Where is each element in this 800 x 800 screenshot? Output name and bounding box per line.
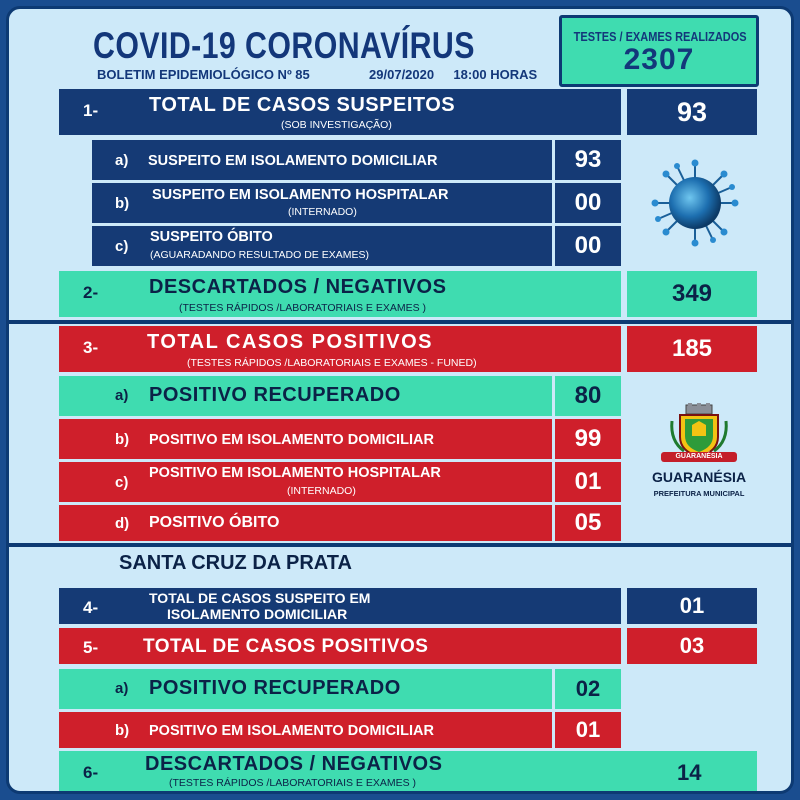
- suspect-hospital-value: 00: [555, 183, 621, 223]
- district-positives-value: 03: [627, 628, 757, 664]
- row-number: 4-: [83, 598, 99, 617]
- positive-recovered-row: [59, 376, 552, 416]
- district-recovered-label: POSITIVO RECUPERADO: [149, 677, 401, 699]
- row-index: c): [115, 474, 129, 491]
- row-index: a): [115, 680, 129, 697]
- positives-total-row: [59, 326, 621, 372]
- page-title: COVID-19 CORONAVÍRUS: [93, 25, 475, 66]
- positive-recovered-label: POSITIVO RECUPERADO: [149, 384, 401, 406]
- district-home-row: [59, 712, 552, 748]
- positive-hospital-value: 01: [555, 462, 621, 502]
- district-discarded-value: 14: [677, 760, 702, 785]
- row-number: 5-: [83, 638, 99, 657]
- bulletin-time: 18:00 HORAS: [453, 67, 538, 82]
- district-suspects-row: [59, 588, 621, 624]
- positives-total-sub: (TESTES RÁPIDOS /LABORATORIAIS E EXAMES - FUNED): [187, 357, 477, 369]
- positive-home-label: POSITIVO EM ISOLAMENTO DOMICILIAR: [149, 432, 434, 448]
- positives-total-value: 185: [627, 326, 757, 372]
- suspects-total-row: [59, 89, 621, 135]
- suspects-total-label: TOTAL DE CASOS SUSPEITOS: [149, 94, 456, 116]
- suspects-total-sub: (SOB INVESTIGAÇÃO): [281, 119, 392, 131]
- district-suspects-value: 01: [627, 588, 757, 624]
- suspect-home-value: 93: [555, 140, 621, 180]
- positive-death-value: 05: [555, 505, 621, 541]
- tests-label: TESTES / EXAMES REALIZADOS: [573, 30, 747, 44]
- row-number: 3-: [83, 338, 99, 357]
- positives-total-label: TOTAL CASOS POSITIVOS: [147, 331, 433, 353]
- bulletin-date: 29/07/2020: [369, 67, 435, 82]
- logo-name: GUARANÉSIA: [651, 469, 747, 485]
- row-index: b): [115, 195, 130, 212]
- bulletin-number: BOLETIM EPIDEMIOLÓGICO Nº 85: [97, 67, 310, 82]
- logo-caption: PREFEITURA MUNICIPAL: [653, 489, 745, 498]
- district-discarded-row: [59, 751, 757, 791]
- positive-hospital-label: POSITIVO EM ISOLAMENTO HOSPITALAR: [149, 465, 441, 481]
- district-home-label: POSITIVO EM ISOLAMENTO DOMICILIAR: [149, 723, 434, 739]
- discarded-sub: (TESTES RÁPIDOS /LABORATORIAIS E EXAMES ): [179, 302, 427, 314]
- row-number: 6-: [83, 763, 99, 782]
- discarded-value: 349: [627, 271, 757, 317]
- positive-hospital-sub: (INTERNADO): [287, 485, 356, 497]
- row-number: 1-: [83, 101, 99, 120]
- bulletin-panel: [6, 6, 794, 794]
- row-index: a): [115, 387, 129, 404]
- row-index: c): [115, 238, 129, 255]
- positive-death-row: [59, 505, 552, 541]
- suspect-home-row: [92, 140, 552, 180]
- district-discarded-label: DESCARTADOS / NEGATIVOS: [145, 753, 443, 775]
- section-divider: [9, 320, 791, 324]
- bulletin-subtitle: [97, 67, 537, 82]
- discarded-row: [59, 271, 621, 317]
- positive-death-label: POSITIVO ÓBITO: [149, 514, 280, 531]
- district-recovered-value: 02: [555, 669, 621, 709]
- tests-value: 2307: [623, 43, 695, 76]
- suspect-death-row: [92, 226, 552, 266]
- district-home-value: 01: [555, 712, 621, 748]
- municipality-logo: [639, 403, 759, 515]
- district-discarded-sub: (TESTES RÁPIDOS /LABORATORIAIS E EXAMES ): [169, 777, 417, 789]
- positive-recovered-value: 80: [555, 376, 621, 416]
- suspect-death-sub: (AGUARADANDO RESULTADO DE EXAMES): [150, 249, 369, 261]
- row-index: b): [115, 431, 130, 448]
- district-recovered-row: [59, 669, 552, 709]
- row-number: 2-: [83, 283, 99, 302]
- tests-box: [559, 15, 759, 87]
- district-suspects-label-1: TOTAL DE CASOS SUSPEITO EM: [149, 590, 371, 606]
- row-index: a): [115, 152, 129, 169]
- suspect-death-value: 00: [555, 226, 621, 266]
- virus-icon: [649, 157, 741, 249]
- row-index: d): [115, 515, 130, 532]
- suspect-home-label: SUSPEITO EM ISOLAMENTO DOMICILIAR: [148, 153, 438, 169]
- logo-banner: GUARANÉSIA: [675, 453, 723, 460]
- row-index: b): [115, 722, 130, 739]
- district-suspects-label-2: ISOLAMENTO DOMICILIAR: [167, 606, 348, 622]
- positive-home-value: 99: [555, 419, 621, 459]
- discarded-label: DESCARTADOS / NEGATIVOS: [149, 276, 447, 298]
- district-positives-label: TOTAL DE CASOS POSITIVOS: [143, 636, 429, 657]
- suspect-hospital-label: SUSPEITO EM ISOLAMENTO HOSPITALAR: [152, 187, 449, 203]
- suspect-hospital-row: [92, 183, 552, 223]
- positive-hospital-row: [59, 462, 552, 502]
- suspect-hospital-sub: (INTERNADO): [288, 206, 357, 218]
- section-divider: [9, 543, 791, 547]
- district-title: SANTA CRUZ DA PRATA: [119, 552, 352, 574]
- suspects-total-value: 93: [627, 89, 757, 135]
- suspect-death-label: SUSPEITO ÓBITO: [150, 229, 273, 245]
- positive-home-row: [59, 419, 552, 459]
- district-positives-row: [59, 628, 621, 664]
